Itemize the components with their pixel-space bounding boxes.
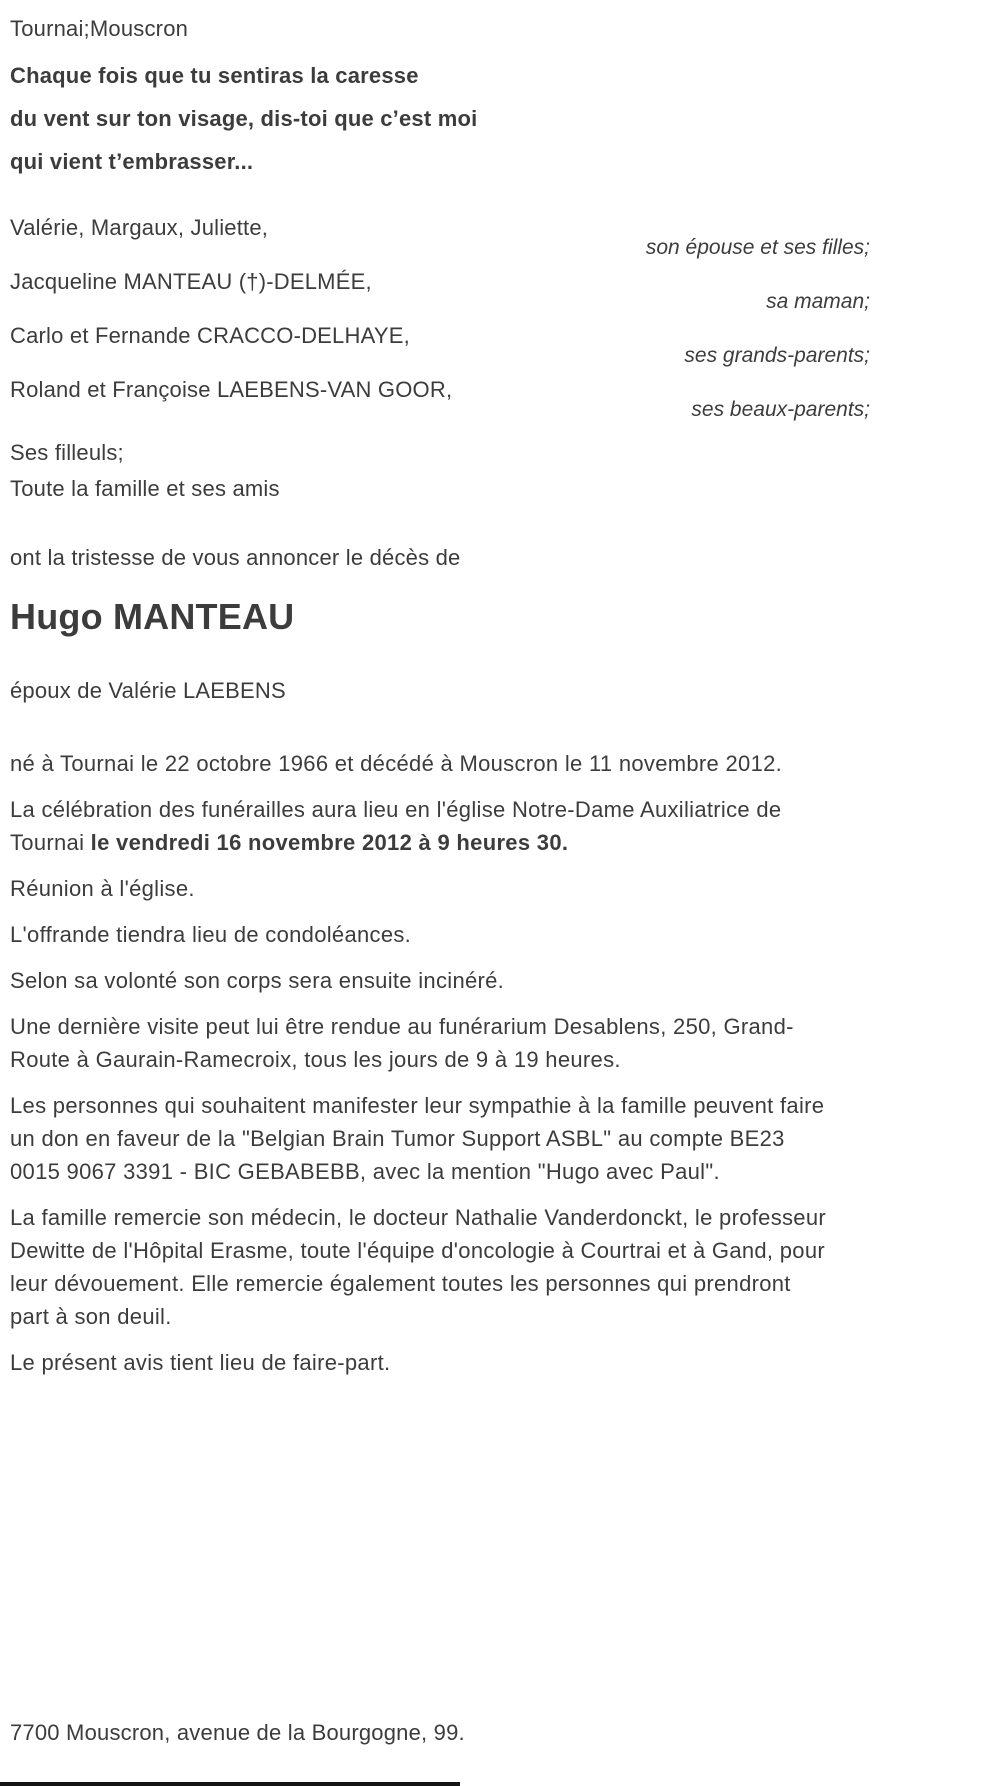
family-others-line: Ses filleuls;	[10, 440, 124, 465]
notice-paragraph: L'offrande tiendra lieu de condoléances.	[10, 922, 412, 947]
relative-relation: ses beaux-parents;	[691, 398, 870, 421]
relative-names: Valérie, Margaux, Juliette,	[10, 215, 269, 240]
announcement-line: ont la tristesse de vous annoncer le décès de	[10, 545, 461, 570]
relative-relation: sa maman;	[766, 290, 870, 313]
relative-names: Jacqueline MANTEAU (†)-DELMÉE,	[10, 269, 372, 294]
relative-names: Roland et Françoise LAEBENS-VAN GOOR,	[10, 377, 453, 402]
notices-section	[10, 747, 870, 1379]
family-others-line: Toute la famille et ses amis	[10, 476, 280, 501]
family-others	[10, 435, 870, 507]
notice-paragraph: Le présent avis tient lieu de faire-part.	[10, 1350, 391, 1375]
epitaph-line: Chaque fois que tu sentiras la caresse	[10, 63, 419, 88]
notice-paragraph: Les personnes qui souhaitent manifester leur sympathie à la famille peuvent faire un don en faveur de la "Belgian Brain Tumor Support ASBL" au compte BE23 0015 9067 3391 - BIC GEBABEBB, avec la mention "Hugo avec Paul".	[10, 1093, 825, 1184]
birth-death-line: né à Tournai le 22 octobre 1966 et décédé à Mouscron le 11 novembre 2012.	[10, 751, 783, 776]
ceremony-paragraph	[10, 793, 832, 859]
relative-entry	[10, 211, 870, 265]
spouse-line: époux de Valérie LAEBENS	[10, 678, 286, 703]
document-content	[10, 12, 870, 1379]
deceased-name: Hugo MANTEAU	[10, 596, 295, 637]
notice-paragraph: Une dernière visite peut lui être rendue au funérarium Desablens, 250, Grand-Route à Gaurain-Ramecroix, tous les jours de 9 à 19 heures.	[10, 1014, 794, 1072]
ceremony-text: La célébration des funérailles aura lieu en l'église Notre-Dame Auxiliatrice de Tournai	[10, 797, 782, 855]
notice-paragraph: La famille remercie son médecin, le docteur Nathalie Vanderdonckt, le professeur Dewitte de l'Hôpital Erasme, toute l'équipe d'oncologie à Courtrai et à Gand, pour leur dévouement. Elle remercie également toutes les personnes qui prendront part à son deuil.	[10, 1205, 826, 1329]
relative-relation: ses grands-parents;	[684, 344, 870, 367]
relative-relation: son épouse et ses filles;	[645, 236, 870, 259]
epitaph	[10, 54, 870, 183]
notice-paragraph: Selon sa volonté son corps sera ensuite incinéré.	[10, 968, 505, 993]
location-line: Tournai;Mouscron	[10, 16, 189, 41]
epitaph-line: qui vient t’embrasser...	[10, 149, 254, 174]
relative-entry	[10, 265, 870, 319]
relatives-list	[10, 211, 870, 427]
epitaph-line: du vent sur ton visage, dis-toi que c’est moi	[10, 106, 478, 131]
ceremony-datetime: le vendredi 16 novembre 2012 à 9 heures 30.	[90, 830, 569, 855]
bottom-divider	[0, 1782, 460, 1786]
relative-names: Carlo et Fernande CRACCO-DELHAYE,	[10, 323, 410, 348]
relative-entry	[10, 373, 870, 427]
address-line: 7700 Mouscron, avenue de la Bourgogne, 99.	[10, 1720, 465, 1745]
relative-entry	[10, 319, 870, 373]
notice-paragraph: Réunion à l'église.	[10, 876, 195, 901]
